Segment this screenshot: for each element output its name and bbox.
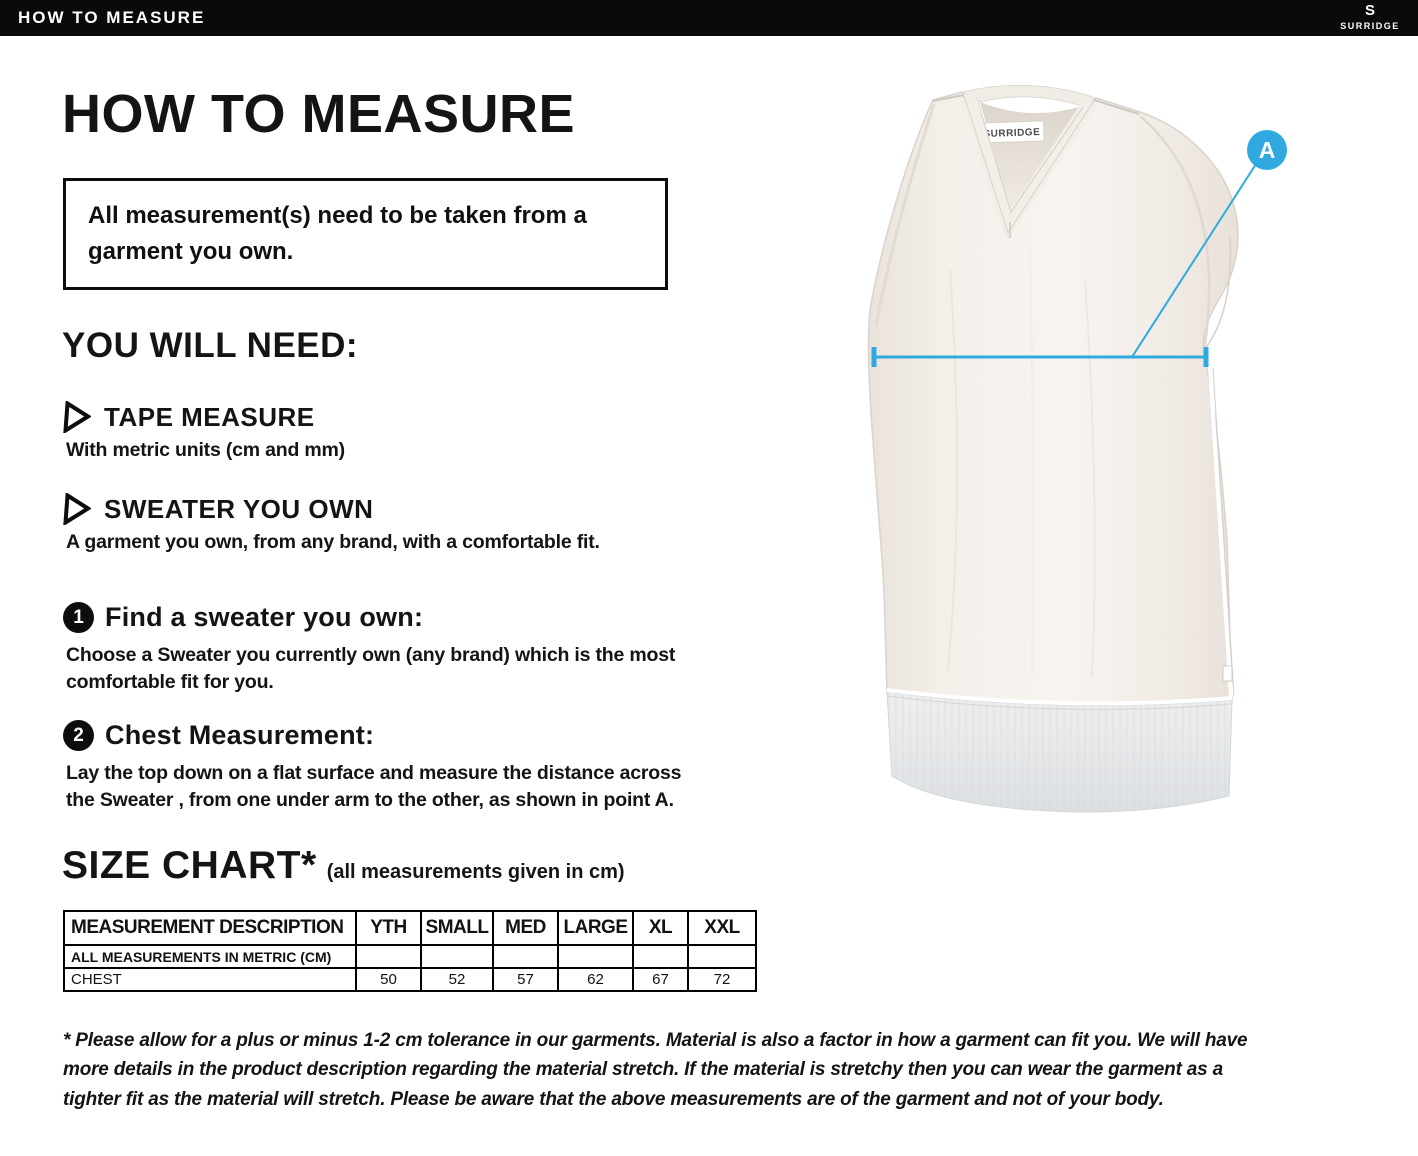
- column-header: YTH: [356, 911, 421, 945]
- size-chart-heading: SIZE CHART*: [62, 844, 317, 887]
- column-header: LARGE: [558, 911, 633, 945]
- sweater-body: [869, 85, 1239, 812]
- step-description-line: Lay the top down on a flat surface and measure the distance across: [66, 762, 682, 784]
- step-title: Chest Measurement:: [105, 720, 375, 750]
- garment-figure: [830, 70, 1418, 860]
- step-description-line: Choose a Sweater you currently own (any brand) which is the most: [66, 644, 676, 666]
- chest-value: 57: [493, 968, 558, 991]
- footnote: [63, 1026, 1383, 1114]
- step-description-line: comfortable fit for you.: [66, 671, 274, 694]
- notice-box: [63, 178, 668, 290]
- size-chart-heading-row: [62, 844, 625, 888]
- row-label: CHEST: [64, 968, 356, 991]
- footnote-line: tighter fit as the material will stretch. Please be aware that the above measurements are of the garment and not of your body.: [63, 1088, 1164, 1110]
- metric-note-row: [64, 945, 756, 968]
- need-item-tape-measure: [63, 401, 345, 462]
- play-triangle-icon: [63, 493, 91, 525]
- sweater-illustration: [830, 70, 1418, 860]
- step-number-badge: 1: [63, 602, 94, 633]
- step-description: [66, 760, 768, 815]
- chest-value: 52: [421, 968, 493, 991]
- top-bar: [0, 0, 1418, 36]
- step-number-badge: 2: [63, 720, 94, 751]
- you-will-need-heading: YOU WILL NEED:: [62, 326, 359, 365]
- logo-mark: S: [1364, 2, 1376, 19]
- footnote-line: more details in the product description regarding the material stretch. If the material is stretchy then you can wear the garment as a: [63, 1059, 1223, 1081]
- chest-row: [64, 968, 756, 991]
- metric-note-cell: ALL MEASUREMENTS IN METRIC (CM): [64, 945, 356, 968]
- size-chart-subheading: (all measurements given in cm): [326, 861, 625, 883]
- play-triangle-icon: [63, 401, 91, 433]
- surridge-logo-icon: [1332, 1, 1408, 35]
- notice-line: garment you own.: [88, 238, 294, 265]
- need-item-title: SWEATER YOU OWN: [104, 493, 374, 524]
- marker-a-label: A: [1258, 137, 1276, 163]
- chest-value: 72: [688, 968, 756, 991]
- step-title: Find a sweater you own:: [105, 602, 424, 632]
- step-description-line: the Sweater , from one under arm to the other, as shown in point A.: [66, 789, 674, 812]
- column-header: MED: [493, 911, 558, 945]
- chest-value: 62: [558, 968, 633, 991]
- need-item-sweater: [63, 493, 600, 554]
- notice-line: All measurement(s) need to be taken from a: [88, 202, 587, 229]
- footnote-line: * Please allow for a plus or minus 1-2 cm tolerance in our garments. Material is also a factor in how a garment can fit you. We will have: [63, 1030, 1248, 1051]
- step-2: [63, 720, 768, 815]
- chest-value: 67: [633, 968, 688, 991]
- chest-value: 50: [356, 968, 421, 991]
- size-chart-header-row: [64, 911, 756, 945]
- page-title: HOW TO MEASURE: [62, 84, 576, 144]
- need-item-description: A garment you own, from any brand, with a comfortable fit.: [66, 531, 600, 553]
- column-header: SMALL: [421, 911, 493, 945]
- top-bar-title: HOW TO MEASURE: [18, 8, 206, 27]
- logo-word: SURRIDGE: [1340, 21, 1400, 31]
- column-header: XL: [633, 911, 688, 945]
- svg-text:SURRIDGE: SURRIDGE: [983, 127, 1041, 140]
- need-item-title: TAPE MEASURE: [104, 401, 315, 432]
- step-1: [63, 602, 768, 697]
- size-chart-table: [63, 910, 757, 992]
- column-header: MEASUREMENT DESCRIPTION: [64, 911, 356, 945]
- column-header: XXL: [688, 911, 756, 945]
- need-item-description: With metric units (cm and mm): [66, 439, 345, 461]
- step-description: [66, 642, 768, 697]
